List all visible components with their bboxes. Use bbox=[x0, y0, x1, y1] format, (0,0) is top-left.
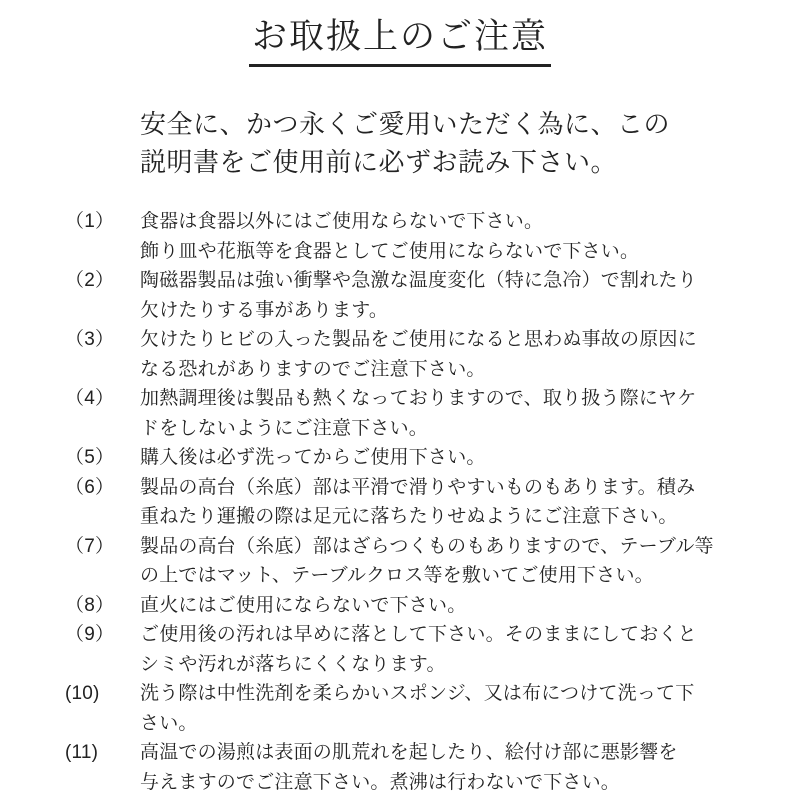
item-text-line: ご使用後の汚れは早めに落として下さい。そのままにしておくと bbox=[140, 624, 697, 645]
precaution-item bbox=[65, 473, 770, 532]
item-text-line: 高温での湯煎は表面の肌荒れを起したり、絵付け部に悪影響を bbox=[140, 742, 678, 763]
item-text-line: 食器は食器以外にはご使用ならないで下さい。 bbox=[140, 211, 544, 232]
item-text bbox=[140, 207, 770, 266]
precaution-item bbox=[65, 591, 770, 621]
intro-text bbox=[140, 105, 760, 181]
precaution-item bbox=[65, 443, 770, 473]
item-number: (11) bbox=[65, 742, 99, 763]
item-number: （9） bbox=[65, 624, 115, 645]
item-number: （8） bbox=[65, 594, 115, 616]
item-number: （2） bbox=[65, 270, 115, 291]
item-text bbox=[140, 325, 770, 384]
item-text-line: シミや汚れが落ちにくくなります。 bbox=[140, 653, 446, 675]
item-text-line: 製品の高台（糸底）部は平滑で滑りやすいものもあります。積み bbox=[140, 476, 696, 498]
item-number: （3） bbox=[65, 329, 115, 350]
item-text-line: 加熱調理後は製品も熱くなっておりますので、取り扱う際にヤケ bbox=[140, 388, 697, 409]
intro-line: 説明書をご使用前に必ずお読み下さい。 bbox=[140, 147, 618, 177]
precaution-item bbox=[65, 266, 770, 325]
precaution-list bbox=[0, 207, 800, 797]
item-text bbox=[140, 679, 770, 738]
intro-line: 安全に、かつ永くご愛用いただく為に、この bbox=[140, 109, 671, 139]
item-number: (10) bbox=[65, 683, 100, 704]
precaution-item bbox=[65, 384, 770, 443]
item-text bbox=[140, 443, 770, 473]
item-text-line: 直火にはご使用にならないで下さい。 bbox=[140, 594, 467, 616]
item-text bbox=[140, 620, 770, 679]
item-text-line: 洗う際は中性洗剤を柔らかいスポンジ、又は布につけて洗って下 bbox=[140, 683, 695, 704]
item-text bbox=[140, 738, 770, 797]
item-text-line: さい。 bbox=[140, 712, 198, 734]
item-number: （6） bbox=[65, 476, 115, 498]
precaution-item bbox=[65, 207, 770, 266]
precaution-item bbox=[65, 620, 770, 679]
item-text-line: 欠けたりヒビの入った製品をご使用になると思わぬ事故の原因に bbox=[140, 329, 697, 350]
item-text-line: 重ねたり運搬の際は足元に落ちたりせぬようにご注意下さい。 bbox=[140, 506, 678, 527]
item-text-line: 陶磁器製品は強い衝撃や急激な温度変化（特に急冷）で割れたり bbox=[140, 270, 697, 291]
precaution-item bbox=[65, 532, 770, 591]
item-text-line: の上ではマット、テーブルクロス等を敷いてご使用下さい。 bbox=[140, 565, 654, 586]
item-text bbox=[140, 591, 770, 621]
page-title: お取扱上のご注意 bbox=[249, 16, 551, 67]
item-text-line: 購入後は必ず洗ってからご使用下さい。 bbox=[140, 447, 486, 468]
item-text bbox=[140, 473, 770, 532]
item-text-line: 欠けたりする事があります。 bbox=[140, 299, 389, 321]
item-text-line: ドをしないようにご注意下さい。 bbox=[140, 417, 429, 439]
item-number: （7） bbox=[65, 535, 115, 557]
precaution-item bbox=[65, 325, 770, 384]
item-number: （4） bbox=[65, 388, 115, 409]
precaution-item bbox=[65, 679, 770, 738]
item-text-line: なる恐れがありますのでご注意下さい。 bbox=[140, 358, 486, 380]
item-text bbox=[140, 266, 770, 325]
item-text-line: 飾り皿や花瓶等を食器としてご使用にならないで下さい。 bbox=[140, 240, 640, 262]
item-text-line: 製品の高台（糸底）部はざらつくものもありますので、テーブル等 bbox=[140, 535, 714, 557]
precaution-item bbox=[65, 738, 770, 797]
item-text bbox=[140, 384, 770, 443]
item-text bbox=[140, 532, 770, 591]
item-text-line: 与えますのでご注意下さい。煮沸は行わないで下さい。 bbox=[140, 771, 621, 793]
item-number: （1） bbox=[65, 211, 115, 232]
item-number: （5） bbox=[65, 447, 115, 468]
